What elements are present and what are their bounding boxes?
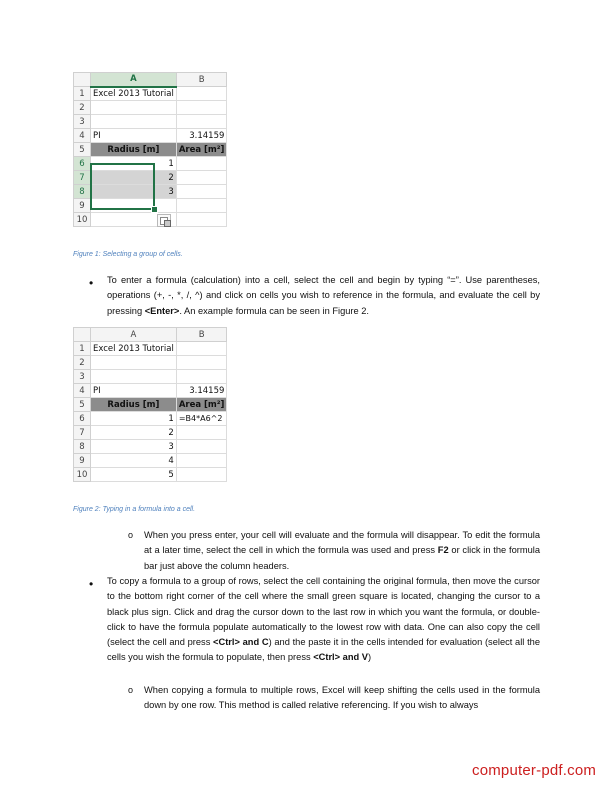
cell-b6	[176, 157, 227, 171]
cell-b10	[176, 468, 227, 482]
figure-1-caption: Figure 1: Selecting a group of cells.	[73, 251, 183, 258]
row-number: 8	[74, 440, 91, 454]
row-number: 10	[74, 213, 91, 227]
cell-a4: PI	[91, 384, 177, 398]
cell-a1: Excel 2013 Tutorial	[91, 87, 177, 101]
fill-handle[interactable]	[151, 206, 158, 213]
row-number: 7	[74, 171, 91, 185]
cell-a4: PI	[91, 129, 177, 143]
cell-a10: 5	[91, 468, 177, 482]
column-header-a: A	[91, 328, 177, 342]
cell-b8	[176, 440, 227, 454]
row-number: 10	[74, 468, 91, 482]
cell-b6-formula[interactable]: =B4*A6^2	[176, 412, 227, 426]
bullet-copy-formula: To copy a formula to a group of rows, select the cell containing the original formula, then move the cursor to the bottom right corner of the cell where the small green square is located, changing the cursor to a black plus sign. Click and drag the cursor down to the last row in which you want the formula, or double-click to have the formula populate automatically to the lowest row with data. One can also copy the cell (select the cell and press <Ctrl> and C) and the paste it in the cells intended for evaluation (select all the cells you wish the formula to populate, then press <Ctrl> and V)	[107, 576, 540, 663]
cell-a8: 3	[91, 185, 177, 199]
corner-cell	[74, 73, 91, 87]
watermark-text: computer-pdf.com	[472, 762, 597, 779]
cell-b4: 3.14159	[176, 129, 227, 143]
quick-analysis-icon[interactable]	[157, 214, 171, 227]
bullet-marker: •	[89, 577, 94, 591]
column-header-b: B	[176, 73, 227, 87]
row-number: 9	[74, 454, 91, 468]
cell-a8: 3	[91, 440, 177, 454]
cell-a5: Radius [m]	[91, 143, 177, 157]
row-number: 2	[74, 356, 91, 370]
cell-b9	[176, 199, 227, 213]
cell-b4: 3.14159	[176, 384, 227, 398]
row-number: 5	[74, 143, 91, 157]
figure-2-spreadsheet	[73, 327, 227, 482]
row-number: 1	[74, 342, 91, 356]
cell-a2	[91, 356, 177, 370]
row-number: 8	[74, 185, 91, 199]
cell-a7: 2	[91, 171, 177, 185]
sub-bullet-marker: o	[128, 685, 134, 695]
row-number: 6	[74, 157, 91, 171]
figure-1-spreadsheet	[73, 72, 227, 227]
row-number: 2	[74, 101, 91, 115]
cell-a3	[91, 115, 177, 129]
row-number: 5	[74, 398, 91, 412]
cell-b2	[176, 101, 227, 115]
cell-a9	[91, 199, 177, 213]
sub-bullet-relative-referencing: When copying a formula to multiple rows, Excel will keep shifting the cells used in the formula down by one row. This method is called relative referencing. If you wish to always	[144, 685, 540, 711]
cell-b2	[176, 356, 227, 370]
row-number: 1	[74, 87, 91, 101]
row-number: 7	[74, 426, 91, 440]
cell-b7	[176, 171, 227, 185]
cell-b5: Area [m²]	[176, 143, 227, 157]
cell-a6: 1	[91, 412, 177, 426]
cell-a3	[91, 370, 177, 384]
cell-b3	[176, 115, 227, 129]
cell-a5: Radius [m]	[91, 398, 177, 412]
sub-bullet-press-enter: When you press enter, your cell will evaluate and the formula will disappear. To edit the formula at a later time, select the cell in which the formula was used and press F2 or click in the formula bar just above the column headers.	[144, 530, 540, 571]
cell-b1	[176, 342, 227, 356]
cell-b1	[176, 87, 227, 101]
row-number: 3	[74, 115, 91, 129]
cell-b10	[176, 213, 227, 227]
column-header-b: B	[176, 328, 227, 342]
bullet-enter-formula: To enter a formula (calculation) into a cell, select the cell and begin by typing “=”. Use parentheses, operations (+, -, *, /, ^) and click on cells you wish to reference in the formula, and evaluate the cell by pressing <Enter>. An example formula can be seen in Figure 2.	[107, 275, 540, 316]
corner-cell	[74, 328, 91, 342]
column-header-a: A	[91, 73, 177, 87]
cell-b5: Area [m²]	[176, 398, 227, 412]
row-number: 9	[74, 199, 91, 213]
cell-a2	[91, 101, 177, 115]
cell-a9: 4	[91, 454, 177, 468]
row-number: 6	[74, 412, 91, 426]
cell-a7: 2	[91, 426, 177, 440]
cell-a1: Excel 2013 Tutorial	[91, 342, 177, 356]
cell-b3	[176, 370, 227, 384]
row-number: 4	[74, 129, 91, 143]
bullet-marker: •	[89, 276, 94, 290]
row-number: 3	[74, 370, 91, 384]
cell-b8	[176, 185, 227, 199]
figure-2-caption: Figure 2: Typing in a formula into a cell.	[73, 506, 196, 513]
cell-b7	[176, 426, 227, 440]
row-number: 4	[74, 384, 91, 398]
sub-bullet-marker: o	[128, 530, 134, 540]
cell-a6: 1	[91, 157, 177, 171]
cell-b9	[176, 454, 227, 468]
